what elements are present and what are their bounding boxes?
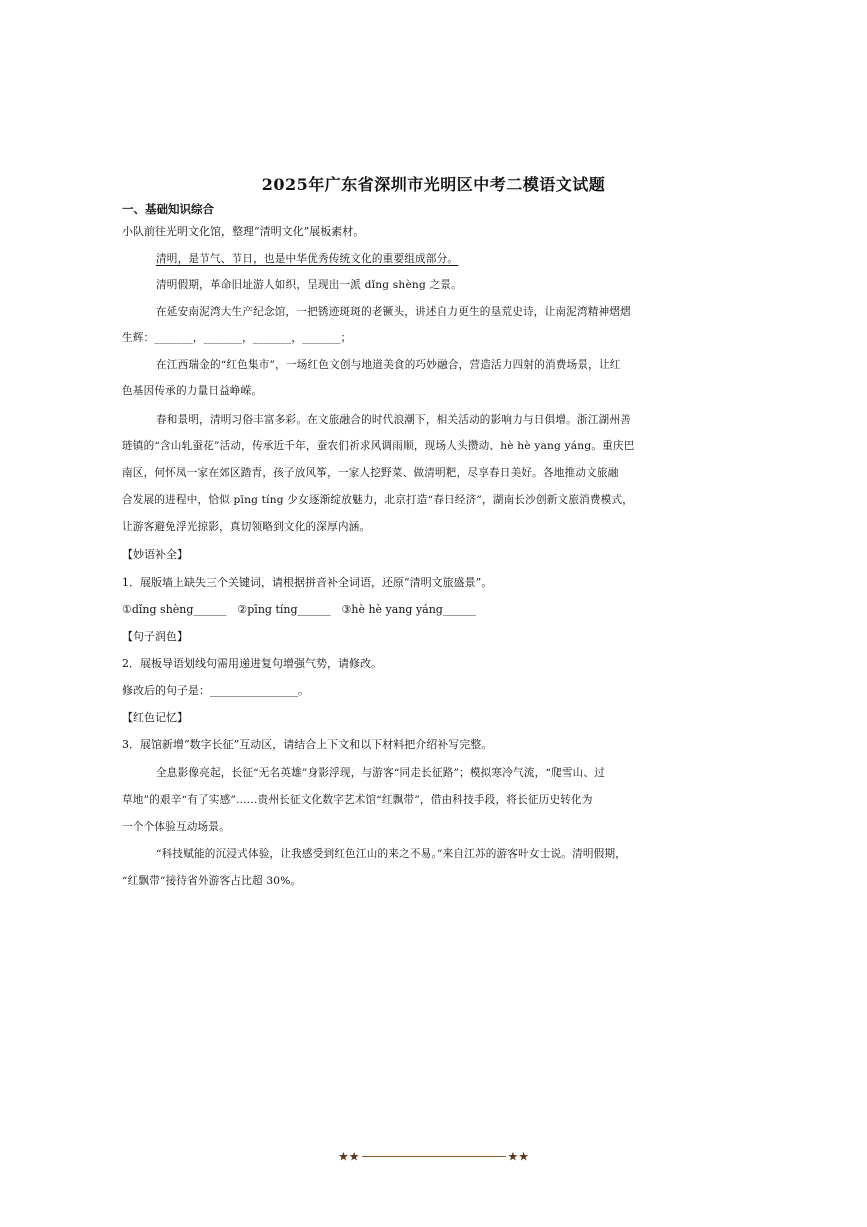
paragraph-line: 生辉：_______，_______，_______，_______； [122, 332, 352, 344]
intro-text: 小队前往光明文化馆，整理“清明文化”展板素材。 [122, 225, 365, 238]
question-2-answer-blank: 修改后的句子是：________________。 [122, 684, 309, 697]
paragraph-line: 春和景明，清明习俗丰富多彩。在文旅融合的时代浪潮下，相关活动的影响力与日俱增。浙江湖州善 [156, 414, 631, 426]
paragraph-line: 在延安南泥湾大生产纪念馆，一把锈迹斑斑的老镢头，讲述自力更生的垦荒史诗，让南泥湾精神熠熠 [156, 306, 631, 318]
star-icon: ★★ [507, 1149, 530, 1164]
material-line: 一个个体验互动场景。 [122, 821, 230, 833]
subsection-tag: 【红色记忆】 [122, 711, 188, 724]
star-icon: ★★ [337, 1149, 360, 1164]
paragraph-line: 南区，何怀凤一家在郊区踏青，孩子放风筝，一家人挖野菜、做清明粑，尽享春日美好。各地推动文旅融 [122, 467, 619, 479]
material-line: “红飘带”接待省外游客占比超 30%。 [122, 875, 302, 887]
page-title: 2025年广东省深圳市光明区中考二模语文试题 [261, 175, 606, 194]
paragraph-line: 琏镇的“含山轧蚕花”活动，传承近千年，蚕农们祈求风调雨顺，现场人头攒动、hè hè yang yáng。重庆巴 [122, 440, 635, 452]
paragraph-line: 色基因传承的力量日益峥嵘。 [122, 385, 263, 397]
section-heading: 一、基础知识综合 [122, 202, 214, 216]
paragraph-line: 合发展的进程中，恰似 pīng tíng 少女逐渐绽放魅力，北京打造“春日经济”，湖南长沙创新文旅消费模式， [122, 494, 634, 506]
material-line: 全息影像亮起，长征“无名英雄”身影浮现，与游客“同走长征路”；模拟寒冷气流，“爬雪山、过 [156, 767, 606, 779]
question-1-blanks: ①dǐng shèng______ ②pīng tíng______ ③hè hè yang yáng______ [122, 603, 476, 616]
subsection-tag: 【妙语补全】 [122, 548, 188, 561]
question-1: 1．展版墙上缺失三个关键词，请根据拼音补全词语，还原“清明文旅盛景”。 [122, 576, 493, 589]
underlined-lead-sentence: 清明，是节气、节日，也是中华优秀传统文化的重要组成部分。 [156, 253, 459, 265]
paragraph-line: 清明假期，革命旧址游人如织，呈现出一派 dǐng shèng 之景。 [156, 279, 462, 291]
divider [362, 1156, 506, 1157]
page-footer-ornament [0, 1149, 867, 1164]
paragraph-line: 在江西瑞金的“红色集市”，一场红色文创与地道美食的巧妙融合，营造活力四射的消费场景，让红 [156, 359, 621, 371]
material-line: 草地”的艰辛“有了实感”……贵州长征文化数字艺术馆“红飘带”，借由科技手段，将长征历史转化为 [122, 794, 593, 806]
subsection-tag: 【句子润色】 [122, 630, 188, 643]
question-2: 2．展板导语划线句需用递进复句增强气势，请修改。 [122, 657, 382, 670]
material-line: “科技赋能的沉浸式体验，让我感受到红色江山的来之不易。”来自江苏的游客叶女士说。清明假期， [156, 848, 627, 860]
paragraph-line: 让游客避免浮光掠影，真切领略到文化的深厚内涵。 [122, 521, 371, 533]
question-3: 3．展馆新增“数字长征”互动区，请结合上下文和以下材料把介绍补写完整。 [122, 738, 493, 751]
